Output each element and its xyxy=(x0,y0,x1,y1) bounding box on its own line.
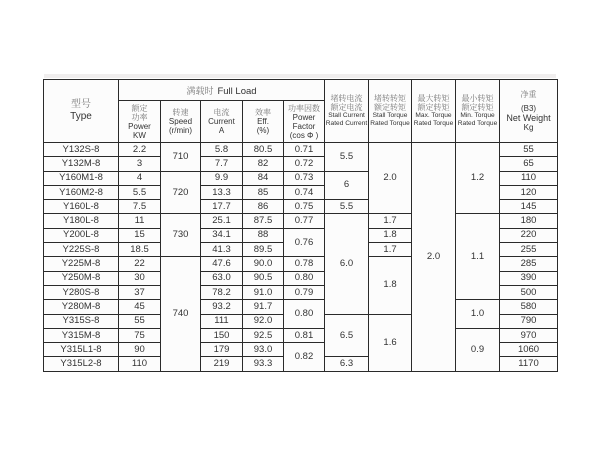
cell-type: Y160M2-8 xyxy=(44,185,119,199)
cell-pf: 0.78 xyxy=(284,257,325,271)
cell-type: Y315M-8 xyxy=(44,328,119,342)
cell-stall-torque: 1.8 xyxy=(369,228,412,242)
cell-current: 25.1 xyxy=(201,214,243,228)
cell-type: Y160M1-8 xyxy=(44,171,119,185)
cell-power: 75 xyxy=(119,328,161,342)
cell-current: 7.7 xyxy=(201,157,243,171)
cell-type: Y315L1-8 xyxy=(44,343,119,357)
motor-spec-table xyxy=(43,79,558,372)
cell-power: 15 xyxy=(119,228,161,242)
cell-weight: 1060 xyxy=(500,343,558,357)
cell-power: 2.2 xyxy=(119,143,161,157)
cell-type: Y225S-8 xyxy=(44,243,119,257)
cell-min-torque: 1.0 xyxy=(456,300,500,329)
cell-type: Y315L2-8 xyxy=(44,357,119,371)
cell-power: 11 xyxy=(119,214,161,228)
cell-weight: 180 xyxy=(500,214,558,228)
header-full-load: 满载时 Full Load xyxy=(119,80,325,101)
cell-eff: 88 xyxy=(243,228,284,242)
cell-speed: 720 xyxy=(161,171,201,214)
cell-weight: 970 xyxy=(500,328,558,342)
cell-weight: 500 xyxy=(500,285,558,299)
cell-current: 13.3 xyxy=(201,185,243,199)
cell-type: Y225M-8 xyxy=(44,257,119,271)
cell-pf: 0.79 xyxy=(284,285,325,299)
cell-stall-current: 6.0 xyxy=(325,214,369,314)
cell-pf: 0.73 xyxy=(284,171,325,185)
cell-power: 30 xyxy=(119,271,161,285)
header-stall-current: 堵转电流 额定电流 Stall Current Rated Current xyxy=(325,80,369,143)
cell-current: 41.3 xyxy=(201,243,243,257)
cell-type: Y132M-8 xyxy=(44,157,119,171)
cell-max-torque: 2.0 xyxy=(412,143,456,372)
cell-eff: 91.7 xyxy=(243,300,284,314)
cell-current: 179 xyxy=(201,343,243,357)
cell-eff: 93.0 xyxy=(243,343,284,357)
cell-pf: 0.75 xyxy=(284,200,325,214)
header-min-torque: 最小转矩 额定转矩 Min. Torque Rated Torque xyxy=(456,80,500,143)
cell-weight: 580 xyxy=(500,300,558,314)
cell-stall-torque: 1.7 xyxy=(369,214,412,228)
cell-speed: 710 xyxy=(161,143,201,172)
header-net-weight: 净重 (B3) Net Weight Kg xyxy=(500,80,558,143)
cell-power: 110 xyxy=(119,357,161,371)
table-row xyxy=(44,300,558,314)
cell-power: 4 xyxy=(119,171,161,185)
cell-eff: 87.5 xyxy=(243,214,284,228)
cell-type: Y160L-8 xyxy=(44,200,119,214)
cell-power: 5.5 xyxy=(119,185,161,199)
table-row xyxy=(44,143,558,157)
cell-weight: 110 xyxy=(500,171,558,185)
cell-current: 63.0 xyxy=(201,271,243,285)
header-power-factor: 功率因数 Power Factor (cos Φ ) xyxy=(284,101,325,143)
cell-power: 7.5 xyxy=(119,200,161,214)
cell-eff: 90.0 xyxy=(243,257,284,271)
cell-stall-current: 6.3 xyxy=(325,357,369,371)
cell-pf: 0.82 xyxy=(284,343,325,372)
cell-weight: 390 xyxy=(500,271,558,285)
cell-stall-torque: 1.6 xyxy=(369,314,412,371)
cell-power: 3 xyxy=(119,157,161,171)
cell-type: Y180L-8 xyxy=(44,214,119,228)
table-row xyxy=(44,328,558,342)
cell-stall-torque: 2.0 xyxy=(369,143,412,214)
cell-pf: 0.76 xyxy=(284,228,325,257)
cell-eff: 82 xyxy=(243,157,284,171)
cell-weight: 255 xyxy=(500,243,558,257)
cell-weight: 55 xyxy=(500,143,558,157)
cell-stall-torque: 1.7 xyxy=(369,243,412,257)
cell-eff: 91.0 xyxy=(243,285,284,299)
table-row xyxy=(44,214,558,228)
cell-weight: 65 xyxy=(500,157,558,171)
cell-eff: 90.5 xyxy=(243,271,284,285)
cell-type: Y280M-8 xyxy=(44,300,119,314)
cell-stall-current: 5.5 xyxy=(325,143,369,172)
cell-type: Y132S-8 xyxy=(44,143,119,157)
cell-current: 78.2 xyxy=(201,285,243,299)
cell-stall-torque: 1.8 xyxy=(369,257,412,314)
cell-type: Y250M-8 xyxy=(44,271,119,285)
header-type: 型号 Type xyxy=(44,80,119,143)
header-power: 额定 功率 Power KW xyxy=(119,101,161,143)
cell-eff: 80.5 xyxy=(243,143,284,157)
cell-type: Y200L-8 xyxy=(44,228,119,242)
cell-eff: 92.5 xyxy=(243,328,284,342)
cell-eff: 92.0 xyxy=(243,314,284,328)
cell-eff: 93.3 xyxy=(243,357,284,371)
cell-pf: 0.80 xyxy=(284,300,325,329)
cell-weight: 145 xyxy=(500,200,558,214)
cell-current: 34.1 xyxy=(201,228,243,242)
cell-power: 90 xyxy=(119,343,161,357)
cell-min-torque: 0.9 xyxy=(456,328,500,371)
cell-weight: 120 xyxy=(500,185,558,199)
cell-power: 18.5 xyxy=(119,243,161,257)
cell-power: 22 xyxy=(119,257,161,271)
header-stall-torque: 堵转转矩 额定转矩 Stall Torque Rated Torque xyxy=(369,80,412,143)
header-speed: 转速 Speed (r/min) xyxy=(161,101,201,143)
cell-stall-current: 5.5 xyxy=(325,200,369,214)
cell-eff: 85 xyxy=(243,185,284,199)
cell-stall-current: 6 xyxy=(325,171,369,200)
cell-current: 150 xyxy=(201,328,243,342)
cell-pf: 0.77 xyxy=(284,214,325,228)
cell-min-torque: 1.1 xyxy=(456,214,500,300)
cell-power: 37 xyxy=(119,285,161,299)
header-max-torque: 最大转矩 额定转矩 Max. Torque Rated Torque xyxy=(412,80,456,143)
cell-power: 55 xyxy=(119,314,161,328)
cell-power: 45 xyxy=(119,300,161,314)
cell-weight: 790 xyxy=(500,314,558,328)
cell-pf: 0.72 xyxy=(284,157,325,171)
header-current: 电流 Current A xyxy=(201,101,243,143)
cell-pf: 0.81 xyxy=(284,328,325,342)
cell-type: Y280S-8 xyxy=(44,285,119,299)
cell-speed: 730 xyxy=(161,214,201,257)
cell-current: 111 xyxy=(201,314,243,328)
cell-current: 219 xyxy=(201,357,243,371)
cell-type: Y315S-8 xyxy=(44,314,119,328)
cell-eff: 86 xyxy=(243,200,284,214)
cell-weight: 1170 xyxy=(500,357,558,371)
cell-pf: 0.71 xyxy=(284,143,325,157)
cell-eff: 84 xyxy=(243,171,284,185)
cell-weight: 220 xyxy=(500,228,558,242)
cell-stall-current: 6.5 xyxy=(325,314,369,357)
cell-speed: 740 xyxy=(161,257,201,371)
cell-pf: 0.80 xyxy=(284,271,325,285)
header-efficiency: 效率 Eff. (%) xyxy=(243,101,284,143)
cell-current: 5.8 xyxy=(201,143,243,157)
cell-current: 17.7 xyxy=(201,200,243,214)
cell-current: 47.6 xyxy=(201,257,243,271)
cell-current: 93.2 xyxy=(201,300,243,314)
top-band xyxy=(44,74,556,78)
cell-eff: 89.5 xyxy=(243,243,284,257)
cell-weight: 285 xyxy=(500,257,558,271)
cell-current: 9.9 xyxy=(201,171,243,185)
cell-pf: 0.74 xyxy=(284,185,325,199)
cell-min-torque: 1.2 xyxy=(456,143,500,214)
